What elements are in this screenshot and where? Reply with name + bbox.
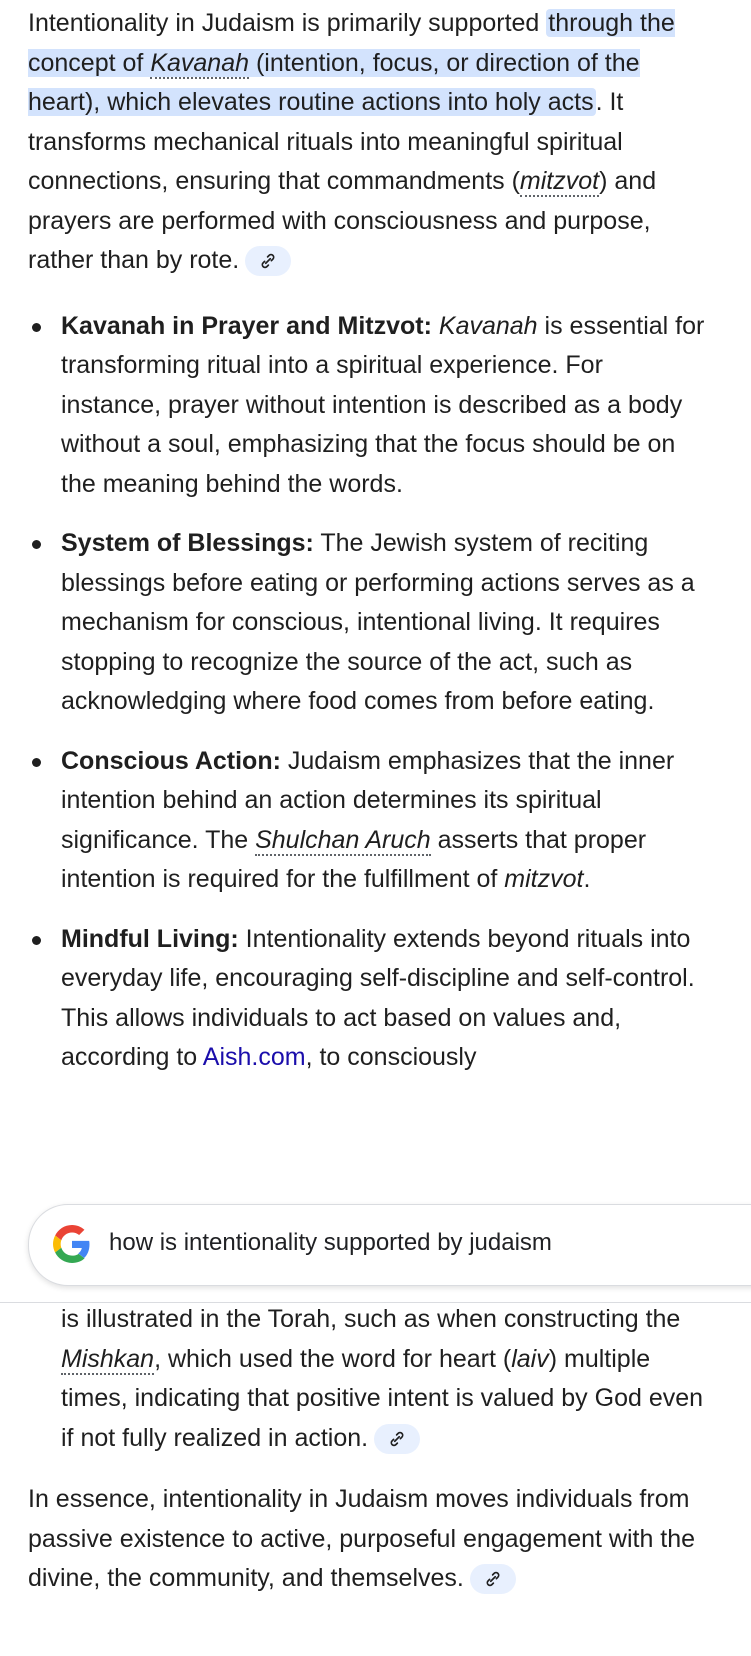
bullet-text: . <box>583 865 591 893</box>
bullet-emphasis: Kavanah <box>438 311 538 340</box>
bullet-text: The Jewish system of reciting blessings before eating or performing actions serves as a mechanism for conscious, intentional living. It requires stopping to recognize the source of the act, such as acknowledging where food comes from before eating. <box>61 529 695 715</box>
intro-text-2: . It transforms mechanical rituals into meaningful spiritual connections, ensuring that commandments ( <box>28 88 624 195</box>
list-item <box>28 920 708 1078</box>
list-item-continuation <box>28 1300 708 1458</box>
link-icon <box>259 252 277 270</box>
source-link-button[interactable] <box>470 1564 516 1594</box>
bullet-text: is essential for transforming ritual into a spiritual experience. For instance, prayer without intention is described as a body without a soul, emphasizing that the focus should be on the meaning behind the words. <box>61 311 705 498</box>
list-item <box>28 742 708 900</box>
bullet-title: Kavanah in Prayer and Mitzvot: <box>61 311 432 340</box>
mitzvot-term[interactable]: mitzvot <box>519 167 600 195</box>
intro-text-3: ) and prayers are performed with consciousness and purpose, rather than by rote. <box>28 167 657 274</box>
laiv-emphasis: laiv <box>511 1344 549 1373</box>
kavanah-term[interactable]: Kavanah <box>150 48 250 77</box>
search-query-text[interactable]: how is intentionality supported by judaism <box>109 1229 552 1256</box>
highlight-text-1: through the concept of <box>28 9 675 77</box>
link-icon <box>388 1430 406 1448</box>
bullet-text: asserts that proper intention is required for the fulfillment of <box>61 825 647 893</box>
search-bar-container <box>0 1192 751 1303</box>
source-link-button[interactable] <box>374 1424 420 1454</box>
bullet-emphasis: mitzvot <box>504 865 584 893</box>
source-link-button[interactable] <box>245 246 291 276</box>
bullet-title: Mindful Living: <box>61 924 239 953</box>
conclusion-paragraph <box>28 1480 708 1599</box>
bullet-text: , to consciously <box>305 1043 477 1071</box>
conclusion-text: In essence, intentionality in Judaism moves individuals from passive existence to active, purposeful engagement with the divine, the community, and themselves. <box>28 1485 696 1592</box>
bullet-list <box>28 307 708 1078</box>
list-item <box>28 524 708 722</box>
list-item <box>28 307 708 505</box>
intro-text: Intentionality in Judaism is primarily supported <box>28 9 547 37</box>
intro-paragraph <box>28 4 708 281</box>
continuation-text: ) multiple times, indicating that positive intent is valued by God even if not fully realized in action. <box>61 1344 704 1452</box>
bullet-title: Conscious Action: <box>61 746 281 775</box>
search-bar[interactable] <box>28 1204 751 1286</box>
mishkan-term[interactable]: Mishkan <box>61 1344 155 1373</box>
bullet-text: Intentionality extends beyond rituals into everyday life, encouraging self-discipline and self-control. This allows individuals to act based on values and, according to <box>61 924 695 1071</box>
continuation-text: , which used the word for heart ( <box>154 1344 512 1373</box>
link-icon <box>484 1570 502 1588</box>
shulchan-aruch-term[interactable]: Shulchan Aruch <box>255 825 431 854</box>
bullet-text: Judaism emphasizes that the inner intention behind an action determines its spiritual significance. The <box>61 746 675 854</box>
bullet-title: System of Blessings: <box>61 529 314 557</box>
aish-link[interactable]: Aish.com <box>202 1043 306 1071</box>
highlight-text-2: (intention, focus, or direction of the heart), which elevates routine actions into holy acts <box>28 48 640 116</box>
continuation-text: is illustrated in the Torah, such as when constructing the <box>61 1305 681 1333</box>
google-logo-icon <box>53 1225 91 1263</box>
